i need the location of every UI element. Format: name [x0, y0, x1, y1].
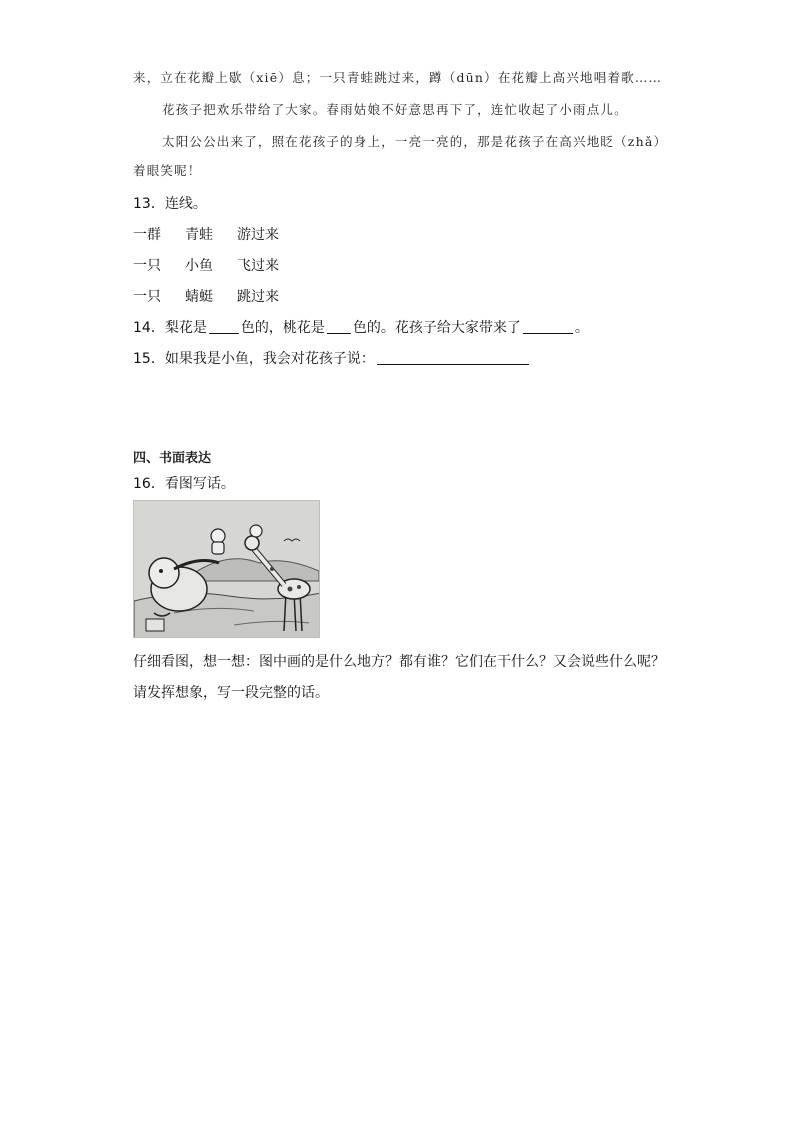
illustration-drawing — [134, 501, 320, 638]
q14-blank-pear[interactable] — [209, 319, 239, 334]
q13-row1-col3: 游过来 — [237, 227, 279, 243]
q14-line — [133, 317, 589, 337]
q13-row2-col1: 一只 — [133, 258, 161, 274]
q14-blank-peach[interactable] — [327, 319, 351, 334]
q13-row3-col2: 蜻蜓 — [185, 289, 213, 305]
writing-prompt-illustration — [133, 500, 320, 638]
passage-line-4: 着眼笑呢！ — [133, 163, 202, 178]
q13-row1-col1: 一群 — [133, 227, 161, 243]
q16-prompt-line-1: 仔细看图，想一想：图中画的是什么地方？都有谁？它们在干什么？又会说些什么呢？ — [133, 654, 665, 670]
q16-prompt-line-2: 请发挥想象，写一段完整的话。 — [133, 685, 329, 701]
q15-answer-blank[interactable] — [377, 350, 529, 365]
passage-line-1: 来，立在花瓣上歇（xiē）息；一只青蛙跳过来，蹲（dūn）在花瓣上高兴地唱着歌…… — [133, 70, 663, 85]
q13-row3-col3: 跳过来 — [237, 289, 279, 305]
q16-title: 16．看图写话。 — [133, 476, 235, 492]
q13-row3-col1: 一只 — [133, 289, 161, 305]
q15-text: 15．如果我是小鱼，我会对花孩子说： — [133, 351, 375, 367]
passage-line-2: 花孩子把欢乐带给了大家。春雨姑娘不好意思再下了，连忙收起了小雨点儿。 — [162, 102, 628, 117]
q15-line — [133, 348, 531, 368]
q14-part2: 色的，桃花是 — [240, 320, 325, 336]
section4-heading: 四、书面表达 — [133, 451, 212, 466]
q14-part3: 色的。花孩子给大家带来了 — [352, 320, 521, 336]
q14-blank-brought[interactable] — [523, 319, 573, 334]
q13-row1-col2: 青蛙 — [185, 227, 213, 243]
q13-row2-col3: 飞过来 — [237, 258, 279, 274]
passage-line-3: 太阳公公出来了，照在花孩子的身上，一亮一亮的，那是花孩子在高兴地眨（zhǎ） — [162, 134, 668, 149]
q13-title: 13．连线。 — [133, 196, 207, 212]
q14-part1: 14．梨花是 — [133, 320, 207, 336]
q13-row2-col2: 小鱼 — [185, 258, 213, 274]
q14-part4: 。 — [574, 320, 589, 336]
